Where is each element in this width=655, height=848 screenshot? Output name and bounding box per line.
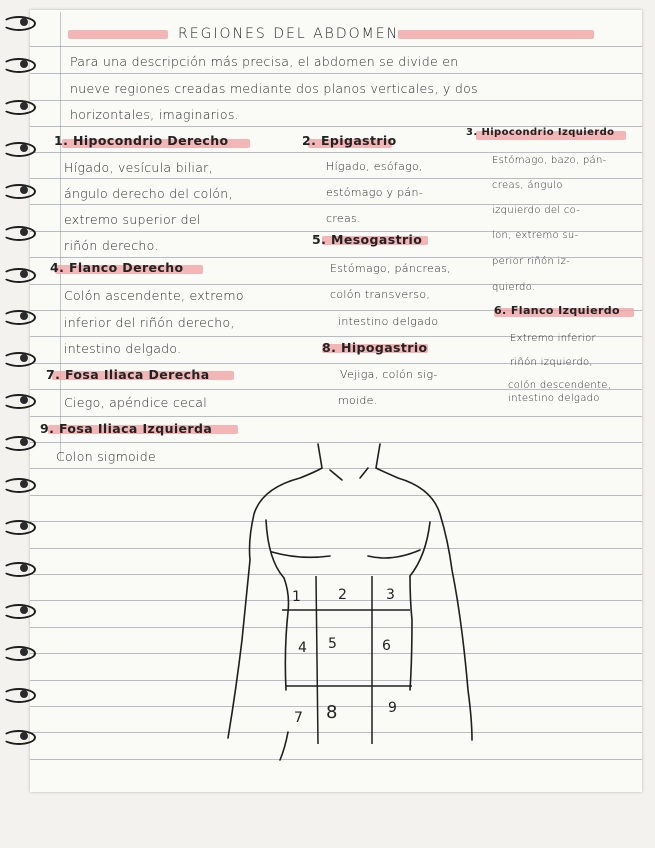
region-text: Colon sigmoide (56, 449, 157, 464)
region-text: Estómago, bazo, pán- (492, 155, 607, 166)
intro-line: nueve regiones creadas mediante dos planos verticales, y dos (70, 81, 478, 96)
region-text: Extremo inferior (510, 333, 596, 344)
region-text: Estómago, páncreas, (330, 262, 451, 275)
region-text: lon, extremo su- (492, 230, 579, 241)
region-heading: 8. Hipogastrio (322, 340, 428, 355)
region-text: perior riñón iz- (492, 256, 571, 267)
diagram-region-number: 3 (386, 587, 395, 603)
region-text: colón transverso, (330, 288, 431, 301)
region-text: creas. (326, 212, 361, 225)
region-text: intestino delgado. (64, 341, 182, 356)
region-text: Hígado, vesícula biliar, (64, 160, 213, 175)
region-text: inferior del riñón derecho, (64, 315, 235, 330)
diagram-region-number: 2 (338, 587, 347, 603)
region-text: riñón derecho. (64, 238, 159, 253)
diagram-region-number: 4 (298, 640, 307, 656)
region-text: izquierdo del co- (492, 205, 581, 216)
diagram-region-number: 9 (388, 700, 397, 716)
region-text: Ciego, apéndice cecal (64, 395, 208, 410)
region-heading: 9. Fosa Iliaca Izquierda (40, 421, 213, 436)
region-heading: 3. Hipocondrio Izquierdo (466, 127, 615, 138)
intro-line: Para una descripción más precisa, el abdomen se divide en (70, 54, 459, 69)
region-heading: 1. Hipocondrio Derecho (54, 133, 229, 148)
region-text: colón descendente, (508, 380, 612, 391)
region-text: Vejiga, colón sig- (340, 368, 438, 381)
diagram-region-number: 5 (328, 636, 337, 652)
region-text: quierdo. (492, 282, 536, 293)
region-text: ángulo derecho del colón, (64, 186, 233, 201)
diagram-region-number: 7 (294, 710, 303, 726)
torso-outline (228, 444, 472, 760)
region-text: estómago y pán- (326, 186, 423, 199)
region-text: Colón ascendente, extremo (64, 288, 244, 303)
region-text: riñón izquierdo, (510, 357, 593, 368)
region-text: intestino delgado (508, 393, 600, 404)
region-text: Hígado, esófago, (326, 160, 423, 173)
region-heading: 7. Fosa Iliaca Derecha (46, 367, 210, 382)
region-heading: 2. Epigastrio (302, 133, 397, 148)
intro-line: horizontales, imaginarios. (70, 107, 239, 122)
region-text: extremo superior del (64, 212, 201, 227)
diagram-region-number: 8 (326, 702, 338, 723)
region-text: intestino delgado (338, 315, 439, 328)
region-heading: 4. Flanco Derecho (50, 260, 184, 275)
diagram-region-number: 1 (292, 589, 301, 605)
page-title: REGIONES DEL ABDOMEN (178, 26, 400, 42)
region-heading: 5. Mesogastrio (312, 232, 423, 247)
region-heading: 6. Flanco Izquierdo (494, 304, 620, 317)
region-text: creas, ángulo (492, 180, 563, 191)
region-text: moide. (338, 394, 378, 407)
diagram-region-number: 6 (382, 638, 391, 654)
